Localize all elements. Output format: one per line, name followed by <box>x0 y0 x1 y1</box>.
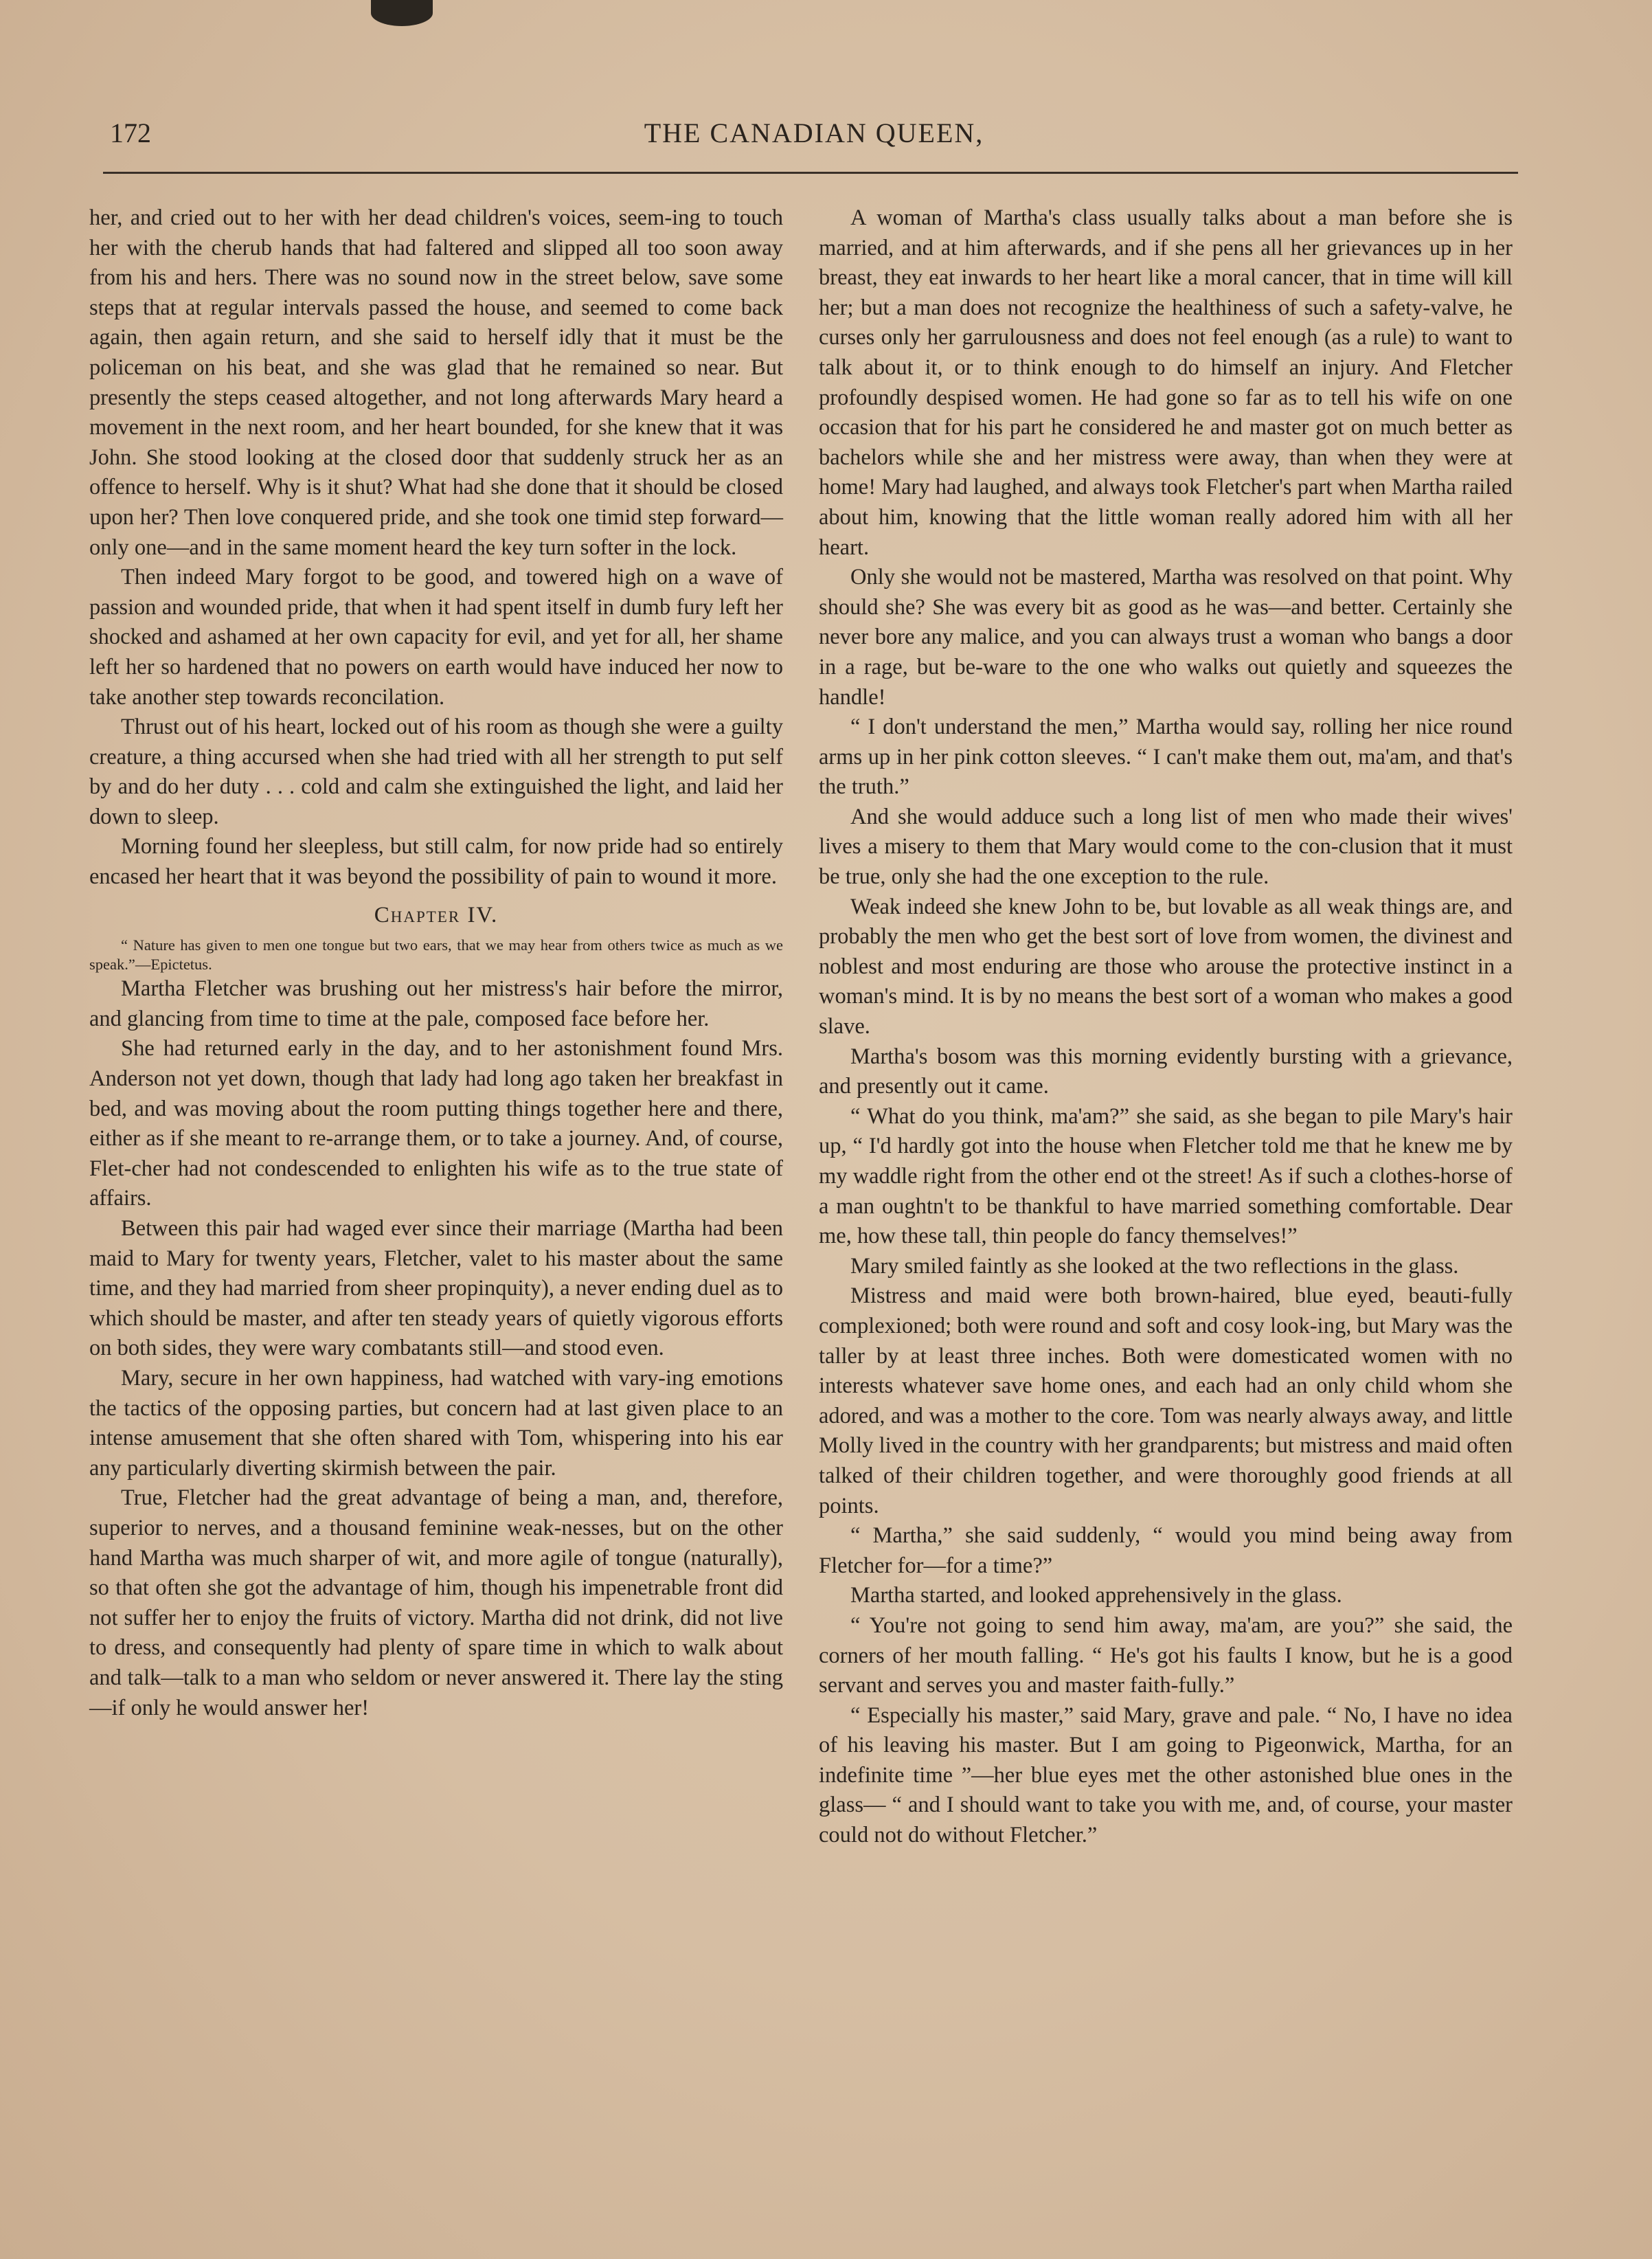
chapter-heading: Chapter IV. <box>374 902 499 928</box>
paragraph: Martha's bosom was this morning evidently bursting with a grievance, and presently out it came. <box>819 1044 1513 1099</box>
page-number: 172 <box>110 117 151 148</box>
paragraph: Weak indeed she knew John to be, but lovable as all weak things are, and probably the men who get the best sort of love from women, the divinest and noblest and most enduring are those who arouse the protective instinct in a woman's mind. It is by no means the best sort of a woman who makes a good slave. <box>819 894 1513 1039</box>
paragraph: Martha started, and looked apprehensively in the glass. <box>850 1583 1342 1608</box>
paragraph: “ Especially his master,” said Mary, grave and pale. “ No, I have no idea of his leaving his master. But I am going to Pigeonwick, Martha, for an indefinite time ”—her blue eyes met the other astonished blue ones in the glass— “ and I should want to take you with me, and, of course, your master could not do without Fletcher.” <box>819 1702 1513 1848</box>
paragraph: She had returned early in the day, and to her astonishment found Mrs. Anderson not yet down, though that lady had long ago taken her breakfast in bed, and was moving about the room putting things together here and there, either as if she meant to re-arrange them, or to take a journey. And, of course, Flet-cher had not condescended to enlighten his wife as to the true state of affairs. <box>89 1036 783 1211</box>
paragraph: Martha Fletcher was brushing out her mistress's hair before the mirror, and glancing from time to time at the pale, composed face before her. <box>89 976 783 1031</box>
paragraph: Between this pair had waged ever since their marriage (Martha had been maid to Mary for twenty years, Fletcher, valet to his master about the same time, and they had married from sheer propinquity), a never ending duel as to which should be master, and after ten steady years of quietly vigorous efforts on both sides, they were wary combatants still—and stood even. <box>89 1216 783 1361</box>
paragraph: Mary, secure in her own happiness, had watched with vary-ing emotions the tactics of the opposing parties, but concern had at last given place to an intense amusement that she often shared with Tom, whispering into his ear any particularly diverting skirmish between the pair. <box>89 1365 783 1481</box>
paragraph: Thrust out of his heart, locked out of his room as though she were a guilty creature, a thing accursed when she had tried with all her strength to put self by and do her duty . . . cold and calm she extinguished the light, and laid her down to sleep. <box>89 715 783 829</box>
paragraph: “ Martha,” she said suddenly, “ would you mind being away from Fletcher for—for a time?” <box>819 1523 1513 1578</box>
journal-title: THE CANADIAN QUEEN, <box>644 117 984 148</box>
paragraph: And she would adduce such a long list of men who made their wives' lives a misery to them that Mary would come to the con-clusion that it must be true, only she had the one exception to the rule. <box>819 804 1513 890</box>
paragraph: Mistress and maid were both brown-haired, blue eyed, beauti-fully complexioned; both were round and soft and cosy look-ing, but Mary was the taller by at least three inches. Both were domesticated women with no interests whatever save home ones, and each had an only child whom she adored, and was a mother to the core. Tom was nearly always away, and little Molly lived in the country with her grandparents; but mistress and maid often talked of their children together, and were thoroughly good friends at all points. <box>819 1283 1513 1518</box>
ink-blot <box>371 0 433 26</box>
paragraph: “ What do you think, ma'am?” she said, as she began to pile Mary's hair up, “ I'd hardly got into the house when Fletcher told me that he knew me by my waddle right from the other end ot the street! As if such a clothes-horse of a man oughtn't to be thankful to have married something comfortable. Dear me, how these tall, thin people do fancy themselves!” <box>819 1103 1513 1249</box>
paragraph: Mary smiled faintly as she looked at the two reflections in the glass. <box>850 1253 1459 1279</box>
paragraph: “ I don't understand the men,” Martha would say, rolling her nice round arms up in her pink cotton sleeves. “ I can't make them out, ma'am, and that's the truth.” <box>819 715 1513 800</box>
page-header <box>110 117 1518 158</box>
left-column <box>89 203 783 1723</box>
right-column <box>819 203 1513 1851</box>
paragraph: Then indeed Mary forgot to be good, and towered high on a wave of passion and wounded pride, that when it had spent itself in dumb fury left her shocked and ashamed at her own capacity for evil, and yet for all, her shame left her so hardened that no powers on earth would have induced her now to take another step towards reconcilation. <box>89 565 783 710</box>
epigraph: “ Nature has given to men one tongue but two ears, that we may hear from others twice as much as we speak.”—Epictetus. <box>89 936 783 974</box>
paragraph: Only she would not be mastered, Martha was resolved on that point. Why should she? She was every bit as good as he was—and better. Certainly she never bore any malice, and you can always trust a woman who bangs a door in a rage, but be-ware to the one who walks out quietly and squeezes the handle! <box>819 565 1513 710</box>
header-rule <box>103 172 1518 174</box>
paragraph: True, Fletcher had the great advantage of being a man, and, therefore, superior to nerves, and a thousand feminine weak-nesses, but on the other hand Martha was much sharper of wit, and more agile of tongue (naturally), so that often she got the advantage of him, though his impenetrable front did not suffer her to enjoy the fruits of victory. Martha did not drink, did not live to dress, and consequently had plenty of spare time in which to walk about and talk—talk to a man who seldom or never answered it. There lay the sting—if only he would answer her! <box>89 1485 783 1720</box>
paragraph: her, and cried out to her with her dead children's voices, seem-ing to touch her with the cherub hands that had faltered and slipped all too soon away from his and hers. There was no sound now in the street below, save some steps that at regular intervals passed the house, and seemed to come back again, then again return, and she said to herself idly that it must be the policeman on his beat, and she was glad that he remained so near. But presently the steps ceased altogether, and not long afterwards Mary heard a movement in the next room, and her heart bounded, for she knew that it was John. She stood looking at the closed door that suddenly struck her as an offence to herself. Why is it shut? What had she done that it should be closed upon her? Then love conquered pride, and she took one timid step forward—only one—and in the same moment heard the key turn softer in the lock. <box>89 205 783 560</box>
paragraph: A woman of Martha's class usually talks about a man before she is married, and at him afterwards, and if she pens all her grievances up in her breast, they eat inwards to her heart like a moral cancer, that in time will kill her; but a man does not recognize the healthiness of such a safety-valve, he curses only her garrulousness and does not feel enough (as a rule) to want to talk about it, or to think enough to do himself an injury. And Fletcher profoundly despised women. He had gone so far as to tell his wife on one occasion that for his part he considered he and master got on much better as bachelors while she and her mistress were away, than when they were at home! Mary had laughed, and always took Fletcher's part when Martha railed about him, knowing that the little woman really adored him with all her heart. <box>819 205 1513 560</box>
paragraph: “ You're not going to send him away, ma'am, are you?” she said, the corners of her mouth falling. “ He's got his faults I know, but he is a good servant and serves you and master faith-fully.” <box>819 1612 1513 1698</box>
paragraph: Morning found her sleepless, but still calm, for now pride had so entirely encased her heart that it was beyond the possibility of pain to wound it more. <box>89 834 783 890</box>
